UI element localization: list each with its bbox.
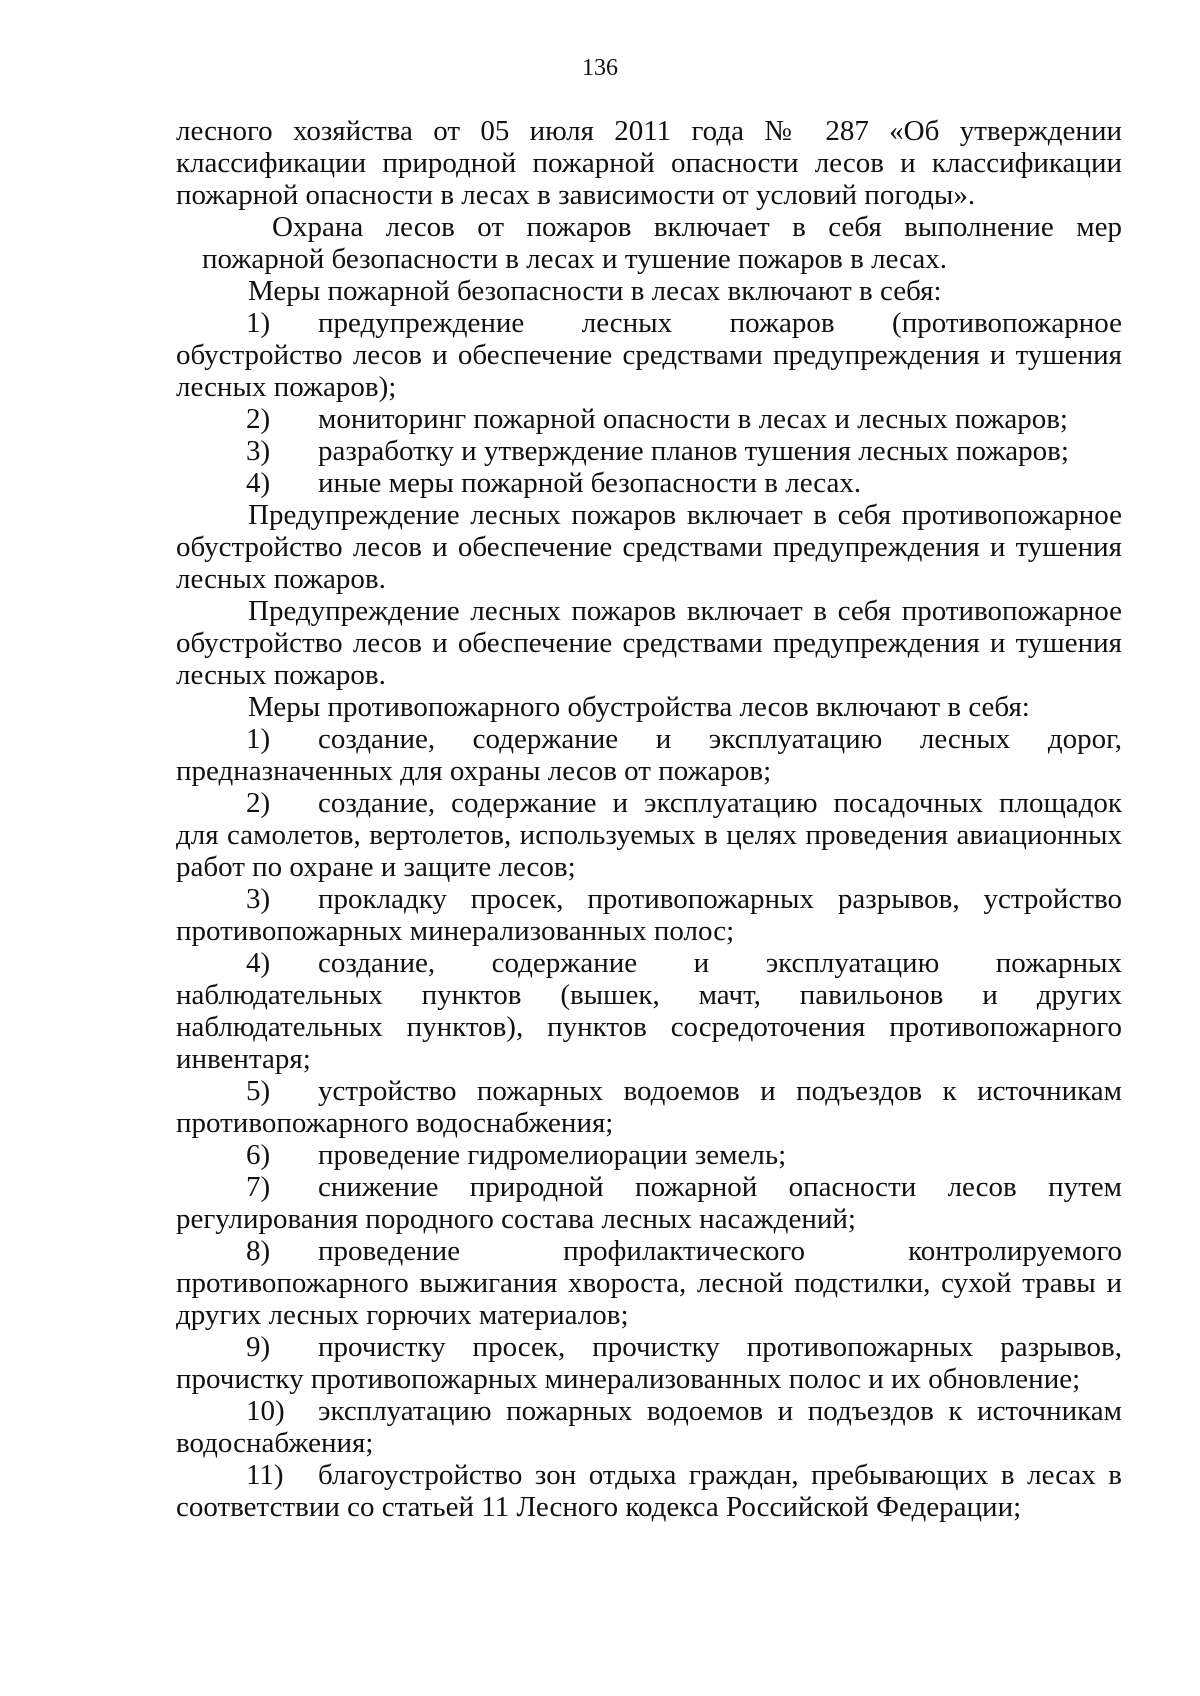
list-item-text: прочистку просек, прочистку противопожарных разрывов, прочистку противопожарных минерализованных полос и их обновление; (176, 1331, 1122, 1395)
list-item (176, 787, 1122, 883)
list-item-text: создание, содержание и эксплуатацию пожарных наблюдательных пунктов (вышек, мачт, павильонов и других наблюдательных пунктов), пунктов сосредоточения противопожарного инвентаря; (176, 947, 1122, 1075)
list-item-text: проведение профилактического контролируемого противопожарного выжигания хвороста, лесной подстилки, сухой травы и других лесных горючих материалов; (176, 1235, 1122, 1331)
list-item-text: устройство пожарных водоемов и подъездов к источникам противопожарного водоснабжения; (176, 1075, 1122, 1139)
list-item-number: 8) (246, 1235, 271, 1267)
list-item-number: 1) (246, 307, 271, 339)
paragraph-fire-prevention-repeat: Предупреждение лесных пожаров включает в себя противопожарное обустройство лесов и обеспечение средствами предупреждения и тушения лесных пожаров. (176, 595, 1122, 691)
paragraph-order-reference: лесного хозяйства от 05 июля 2011 года № 287 «Об утверждении классификации природной пожарной опасности лесов и классификации пожарной опасности в лесах в зависимости от условий погоды». (176, 115, 1122, 211)
paragraph-forest-protection: Охрана лесов от пожаров включает в себя выполнение мер пожарной безопасности в лесах и тушение пожаров в лесах. (202, 211, 1122, 275)
list-item-number: 4) (246, 947, 271, 979)
list-item-number: 3) (246, 883, 271, 915)
list-item-text: разработку и утверждение планов тушения лесных пожаров; (318, 435, 1069, 467)
list-item (176, 883, 1122, 947)
page-number: 136 (582, 55, 618, 81)
list-item-text: прокладку просек, противопожарных разрывов, устройство противопожарных минерализованных полос; (176, 883, 1122, 947)
list-item-text: создание, содержание и эксплуатацию посадочных площадок для самолетов, вертолетов, используемых в целях проведения авиационных работ по охране и защите лесов; (176, 787, 1122, 883)
list-item-number: 7) (246, 1171, 271, 1203)
list-item (176, 1395, 1122, 1459)
list-item (176, 1139, 1122, 1171)
list-item-number: 11) (246, 1459, 284, 1491)
list-item (176, 723, 1122, 787)
list-item-number: 5) (246, 1075, 271, 1107)
list-item (176, 1171, 1122, 1235)
list-item (176, 1075, 1122, 1139)
list-item-number: 1) (246, 723, 271, 755)
list-item-number: 3) (246, 435, 271, 467)
paragraph-fire-safety-measures: Меры пожарной безопасности в лесах включают в себя: (248, 275, 942, 307)
list-item-text: создание, содержание и эксплуатацию лесных дорог, предназначенных для охраны лесов от пожаров; (176, 723, 1122, 787)
list-item (176, 1331, 1122, 1395)
list-item-text: иные меры пожарной безопасности в лесах. (318, 467, 862, 499)
paragraph-fire-arrangement-measures: Меры противопожарного обустройства лесов включают в себя: (248, 691, 1030, 723)
list-item-number: 4) (246, 467, 271, 499)
list-item-text: снижение природной пожарной опасности лесов путем регулирования породного состава лесных насаждений; (176, 1171, 1122, 1235)
list-item-number: 10) (246, 1395, 285, 1427)
list-item-number: 2) (246, 787, 271, 819)
list-item (176, 435, 1122, 467)
list-item-text: эксплуатацию пожарных водоемов и подъездов к источникам водоснабжения; (176, 1395, 1122, 1459)
document-body (176, 115, 1122, 1523)
list-item-text: мониторинг пожарной опасности в лесах и лесных пожаров; (318, 403, 1068, 435)
list-item-text: предупреждение лесных пожаров (противопожарное обустройство лесов и обеспечение средствами предупреждения и тушения лесных пожаров); (176, 307, 1122, 403)
list-item-text: проведение гидромелиорации земель; (318, 1139, 787, 1171)
list-item (176, 1235, 1122, 1331)
list-item-number: 9) (246, 1331, 271, 1363)
list-item (176, 947, 1122, 1075)
list-item (176, 1459, 1122, 1523)
list-item (176, 307, 1122, 403)
list-item (176, 467, 1122, 499)
list-item-text: благоустройство зон отдыха граждан, пребывающих в лесах в соответствии со статьей 11 Лесного кодекса Российской Федерации; (176, 1459, 1122, 1523)
list-item-number: 2) (246, 403, 271, 435)
paragraph-fire-prevention: Предупреждение лесных пожаров включает в себя противопожарное обустройство лесов и обеспечение средствами предупреждения и тушения лесных пожаров. (176, 499, 1122, 595)
list-item-number: 6) (246, 1139, 271, 1171)
list-item (176, 403, 1122, 435)
